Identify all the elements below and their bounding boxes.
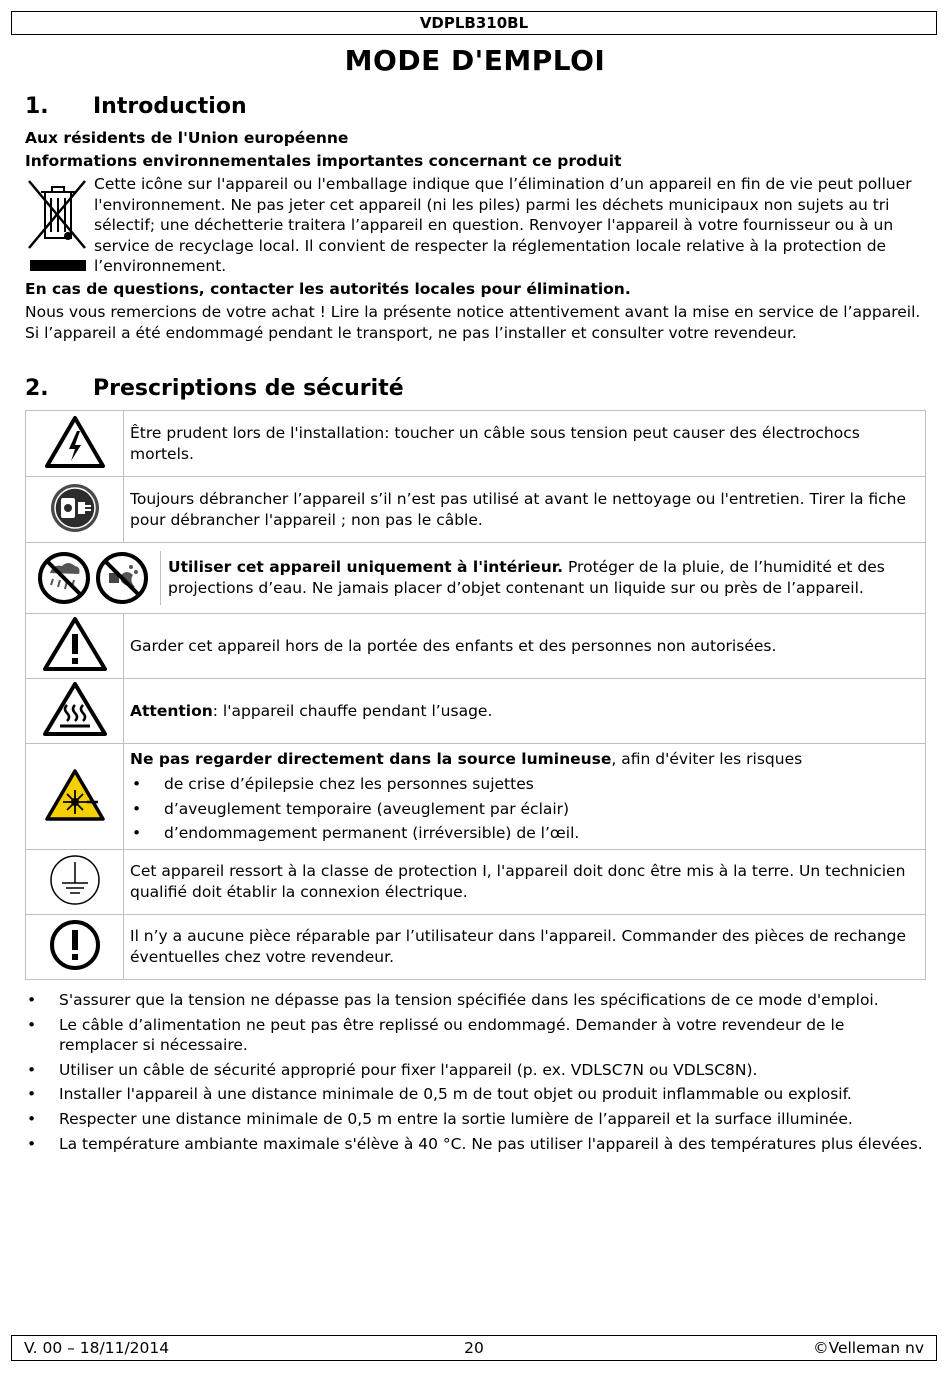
- weee-bin-icon: [26, 178, 88, 275]
- section-1-title: Introduction: [93, 94, 247, 119]
- section-1-heading: [25, 94, 247, 119]
- indoor-use-label: Utiliser cet appareil uniquement à l'intérieur.: [168, 558, 564, 577]
- laser-warning-icon: [44, 768, 106, 822]
- safety-text-cell: [124, 679, 926, 744]
- questions-label: En cas de questions, contacter les autorités locales pour élimination.: [25, 280, 631, 298]
- laser-risk-list: [130, 774, 917, 844]
- safety-text-cell: Être prudent lors de l'installation: toucher un câble sous tension peut causer des électrochocs mortels.: [124, 411, 926, 477]
- list-item: • Installer l'appareil à une distance minimale de 0,5 m de tout objet ou produit inflammable ou explosif.: [25, 1084, 927, 1105]
- safety-icon-cell: [26, 679, 124, 744]
- document-footer: [11, 1335, 937, 1361]
- electric-shock-warning-icon: [44, 415, 106, 469]
- safety-icon-cell: [26, 614, 124, 679]
- copyright: ©Velleman nv: [813, 1339, 924, 1357]
- safety-combined-cell: [26, 543, 926, 614]
- attention-text: : l'appareil chauffe pendant l’usage.: [212, 701, 493, 720]
- attention-label: Attention: [130, 701, 213, 720]
- list-item: • Respecter une distance minimale de 0,5 m entre la sortie lumière de l’appareil et la surface illuminée.: [25, 1109, 927, 1130]
- document-header: [11, 11, 937, 35]
- indoor-use-text: Protéger de la pluie, de l’humidité et des projections d’eau. Ne jamais placer d’objet contenant un liquide sur ou près de l’appareil.: [168, 558, 885, 597]
- safety-row: [26, 679, 926, 744]
- safety-icon-cell: [26, 850, 124, 915]
- safety-icon-cell: [26, 744, 124, 850]
- safety-table: [25, 410, 926, 980]
- section-2-title: Prescriptions de sécurité: [93, 376, 404, 401]
- weee-text: Cette icône sur l'appareil ou l'emballage indique que l’élimination d’un appareil en fin de vie peut polluer l'environnement. Ne pas jeter cet appareil (ni les piles) parmi les déchets municipaux non sujets au tri sélectif; une déchetterie traitera l’appareil en question. Renvoyer l'appareil à votre fournisseur ou à un service de recyclage local. Il convient de respecter la réglementation locale relative à la protection de l’environnement.: [94, 175, 912, 276]
- laser-warning-label: Ne pas regarder directement dans la source lumineuse: [130, 750, 612, 769]
- thanks-text: Nous vous remercions de votre achat ! Lire la présente notice attentivement avant la mise en service de l’appareil. Si l’appareil a été endommagé pendant le transport, ne pas l’installer et consulter votre revendeur.: [25, 303, 921, 342]
- section-2-number: 2.: [25, 376, 49, 401]
- safety-text-cell: [161, 551, 925, 605]
- list-item: • Le câble d’alimentation ne peut pas être replissé ou endommagé. Demander à votre revendeur de le remplacer si nécessaire.: [25, 1015, 927, 1056]
- unplug-icon: [49, 482, 101, 534]
- safety-row: [26, 850, 926, 915]
- eu-residents-label: Aux résidents de l'Union européenne: [25, 129, 349, 147]
- safety-row: [26, 915, 926, 980]
- safety-row: [26, 543, 926, 614]
- general-warning-icon: [42, 616, 108, 672]
- list-item: • Utiliser un câble de sécurité approprié pour fixer l'appareil (p. ex. VDLSC7N ou VDLSC8N).: [25, 1060, 927, 1081]
- safety-icon-cell: [26, 477, 124, 543]
- safety-row: [26, 744, 926, 850]
- model-number: VDPLB310BL: [419, 14, 529, 32]
- exclamation-circle-icon: [48, 918, 102, 972]
- list-item: • d’aveuglement temporaire (aveuglement par éclair): [130, 799, 917, 820]
- version-date: V. 00 – 18/11/2014: [24, 1339, 170, 1357]
- safety-icon-cell: [26, 551, 161, 605]
- no-water-splash-icon: [95, 551, 149, 605]
- safety-text-cell: Il n’y a aucune pièce réparable par l’utilisateur dans l'appareil. Commander des pièces de rechange éventuelles chez votre revendeur.: [124, 915, 926, 980]
- section-2-heading: [25, 376, 404, 401]
- hot-surface-icon: [42, 681, 108, 737]
- list-item: • de crise d’épilepsie chez les personnes sujettes: [130, 774, 917, 795]
- safety-row: [26, 477, 926, 543]
- page-number: 20: [464, 1339, 484, 1357]
- safety-text-cell: [124, 744, 926, 850]
- env-info-label: Informations environnementales importantes concernant ce produit: [25, 152, 622, 170]
- safety-row: [26, 614, 926, 679]
- page-title: MODE D'EMPLOI: [344, 44, 606, 77]
- list-item: • d’endommagement permanent (irréversible) de l’œil.: [130, 823, 917, 844]
- section-1-number: 1.: [25, 94, 49, 119]
- no-rain-icon: [37, 551, 91, 605]
- safety-icon-cell: [26, 915, 124, 980]
- safety-bullet-list: [25, 990, 927, 1158]
- safety-text-cell: Cet appareil ressort à la classe de protection I, l'appareil doit donc être mis à la terre. Un technicien qualifié doit établir la connexion électrique.: [124, 850, 926, 915]
- safety-text-cell: Toujours débrancher l’appareil s’il n’est pas utilisé at avant le nettoyage ou l'entretien. Tirer la fiche pour débrancher l'appareil ; non pas le câble.: [124, 477, 926, 543]
- safety-row: [26, 411, 926, 477]
- list-item: • La température ambiante maximale s'élève à 40 °C. Ne pas utiliser l'appareil à des températures plus élevées.: [25, 1134, 927, 1155]
- list-item: • S'assurer que la tension ne dépasse pas la tension spécifiée dans les spécifications de ce mode d'emploi.: [25, 990, 927, 1011]
- protective-earth-icon: [48, 853, 102, 907]
- safety-text-cell: Garder cet appareil hors de la portée des enfants et des personnes non autorisées.: [124, 614, 926, 679]
- safety-icon-cell: [26, 411, 124, 477]
- laser-warning-text: , afin d'éviter les risques: [611, 750, 803, 769]
